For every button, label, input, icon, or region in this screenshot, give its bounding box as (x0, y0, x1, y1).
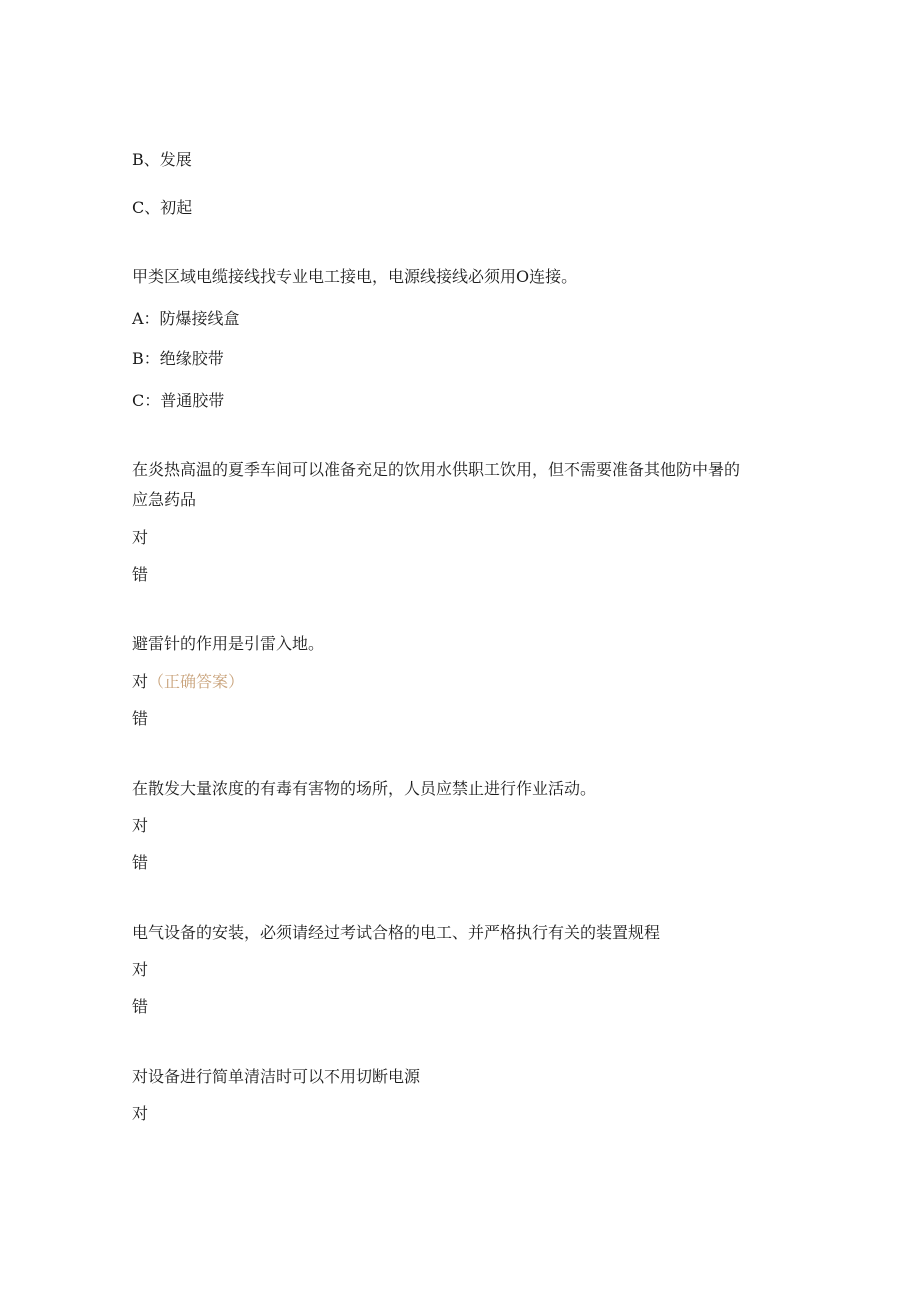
option-text: A：防爆接线盒 (132, 309, 240, 328)
option-true: 对 (132, 528, 149, 547)
option-false: 错 (132, 709, 149, 728)
question-text: 对设备进行简单清洁时可以不用切断电源 (132, 1067, 421, 1086)
option-true: 对 (132, 672, 149, 691)
option-true: 对 (132, 816, 149, 835)
option-true-row (132, 672, 244, 692)
question-text: 避雷针的作用是引雷入地。 (132, 634, 325, 653)
option-false: 错 (132, 853, 149, 872)
option-true: 对 (132, 1104, 149, 1123)
option-false: 错 (132, 565, 149, 584)
correct-answer-mark: （正确答案） (148, 672, 245, 691)
question-text: 在炎热高温的夏季车间可以准备充足的饮用水供职工饮用，但不需要准备其他防中暑的 (132, 460, 741, 479)
option-false: 错 (132, 997, 149, 1016)
question-text: 甲类区域电缆接线找专业电工接电，电源线接线必须用O连接。 (132, 267, 578, 286)
option-text: C：普通胶带 (132, 391, 225, 410)
option-text: C、初起 (132, 198, 193, 217)
question-text: 在散发大量浓度的有毒有害物的场所，人员应禁止进行作业活动。 (132, 779, 597, 798)
option-text: B：绝缘胶带 (132, 349, 224, 368)
question-text: 电气设备的安装，必须请经过考试合格的电工、并严格执行有关的装置规程 (132, 923, 661, 942)
option-true: 对 (132, 960, 149, 979)
question-text-continued: 应急药品 (132, 490, 197, 509)
option-text: B、发展 (132, 150, 192, 169)
